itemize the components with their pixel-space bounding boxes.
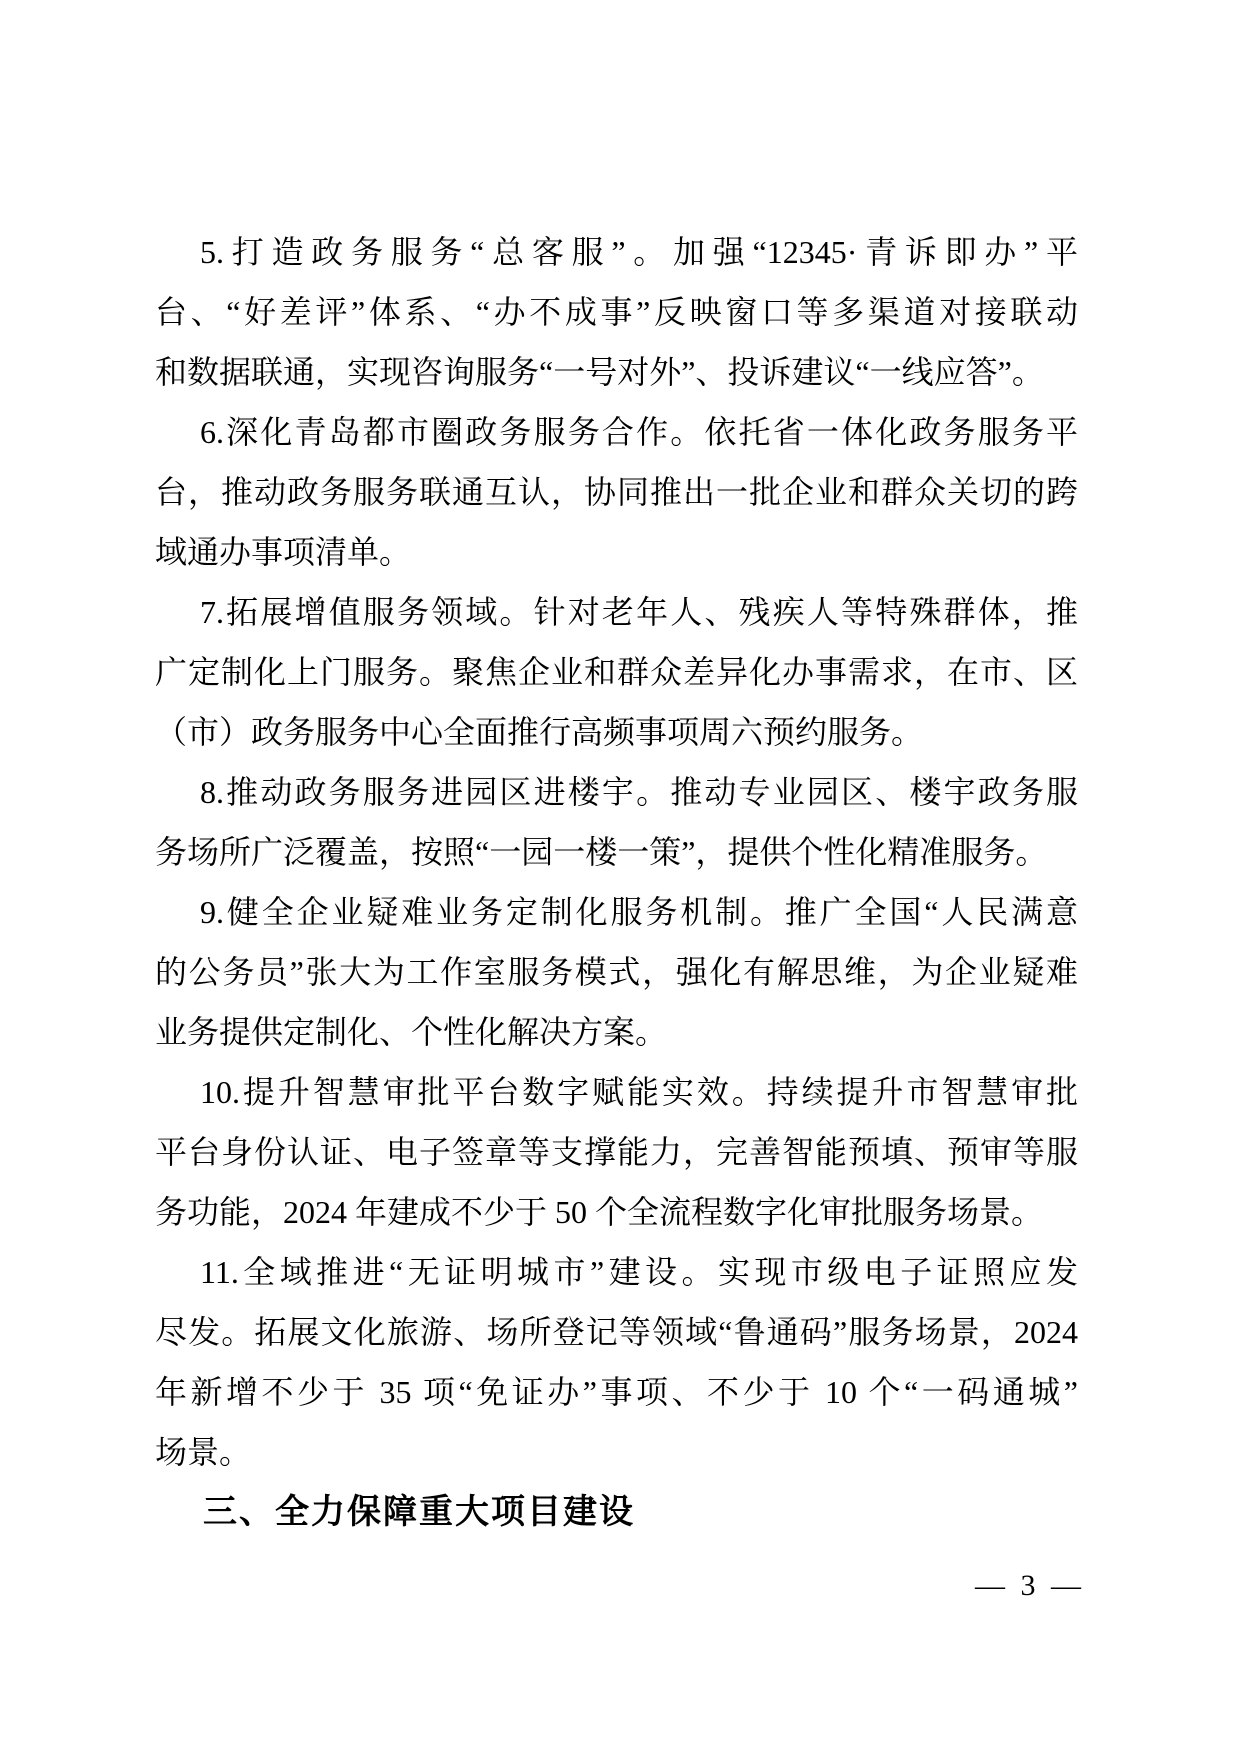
text-line: 务功能，2024 年建成不少于 50 个全流程数字化审批服务场景。 <box>155 1194 1044 1230</box>
text-line: 9.健全企业疑难业务定制化服务机制。推广全国“人民满意 <box>200 894 1078 930</box>
text-line: 11.全域推进“无证明城市”建设。实现市级电子证照应发 <box>200 1254 1078 1290</box>
text-line: 广定制化上门服务。聚焦企业和群众差异化办事需求，在市、区 <box>155 654 1078 690</box>
text-line: 和数据联通，实现咨询服务“一号对外”、投诉建议“一线应答”。 <box>155 354 1044 390</box>
text-line: 年新增不少于 35 项“免证办”事项、不少于 10 个“一码通城” <box>155 1374 1078 1410</box>
text-line: 务场所广泛覆盖，按照“一园一楼一策”，提供个性化精准服务。 <box>155 834 1048 870</box>
text-line: 5.打造政务服务“总客服”。加强“12345·青诉即办”平 <box>200 234 1078 270</box>
section-heading: 三、全力保障重大项目建设 <box>203 1493 635 1531</box>
paragraph-item-5 <box>155 222 1078 402</box>
text-line: 台，推动政务服务联通互认，协同推出一批企业和群众关切的跨 <box>155 474 1078 510</box>
paragraph-item-6 <box>155 402 1078 582</box>
text-line: 尽发。拓展文化旅游、场所登记等领域“鲁通码”服务场景，2024 <box>155 1314 1078 1350</box>
paragraph-item-10 <box>155 1062 1078 1242</box>
paragraph-item-9 <box>155 882 1078 1062</box>
text-line: 平台身份认证、电子签章等支撑能力，完善智能预填、预审等服 <box>155 1134 1078 1170</box>
paragraph-item-8 <box>155 762 1078 882</box>
text-line: 场景。 <box>155 1434 252 1470</box>
text-line: 10.提升智慧审批平台数字赋能实效。持续提升市智慧审批 <box>200 1074 1078 1110</box>
text-line: 6.深化青岛都市圈政务服务合作。依托省一体化政务服务平 <box>200 414 1078 450</box>
text-line: 的公务员”张大为工作室服务模式，强化有解思维，为企业疑难 <box>155 954 1078 990</box>
text-line: 域通办事项清单。 <box>155 534 412 570</box>
text-line: （市）政务服务中心全面推行高频事项周六预约服务。 <box>155 714 924 750</box>
text-line: 7.拓展增值服务领域。针对老年人、残疾人等特殊群体，推 <box>200 594 1078 630</box>
paragraph-item-7 <box>155 582 1078 762</box>
page-number: — 3 — <box>975 1569 1085 1602</box>
paragraph-item-11 <box>155 1242 1078 1482</box>
text-line: 台、“好差评”体系、“办不成事”反映窗口等多渠道对接联动 <box>155 294 1078 330</box>
text-line: 8.推动政务服务进园区进楼宇。推动专业园区、楼宇政务服 <box>200 774 1078 810</box>
document-body <box>155 222 1078 1542</box>
text-line: 业务提供定制化、个性化解决方案。 <box>155 1014 668 1050</box>
